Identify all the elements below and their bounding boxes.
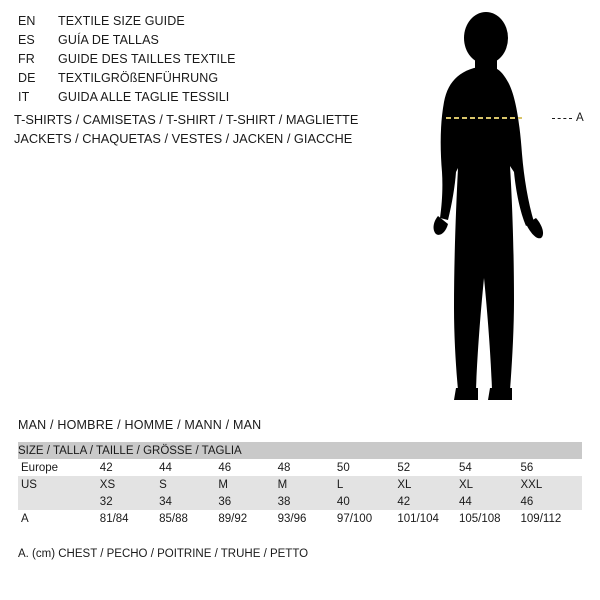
language-code: EN — [18, 14, 36, 28]
table-cell: 34 — [159, 493, 218, 510]
size-table — [18, 442, 582, 527]
table-cell: L — [337, 476, 397, 493]
table-cell: 89/92 — [218, 510, 277, 527]
language-code: ES — [18, 33, 35, 47]
language-row — [18, 52, 378, 71]
table-cell: 81/84 — [100, 510, 159, 527]
table-header-row — [18, 442, 582, 459]
category-list — [14, 110, 414, 148]
language-code: IT — [18, 90, 30, 104]
table-cell: XL — [397, 476, 459, 493]
table-cell: 44 — [159, 459, 218, 476]
language-row — [18, 33, 378, 52]
table-cell: 109/112 — [521, 510, 582, 527]
language-row — [18, 71, 378, 90]
language-code: FR — [18, 52, 35, 66]
table-cell: 42 — [397, 493, 459, 510]
table-cell: 105/108 — [459, 510, 521, 527]
measure-leader-line — [552, 118, 572, 119]
category-tshirts: T-SHIRTS / CAMISETAS / T-SHIRT / T-SHIRT / MAGLIETTE — [14, 112, 359, 127]
table-cell: 46 — [218, 459, 277, 476]
table-cell: 52 — [397, 459, 459, 476]
silhouette-icon — [400, 8, 600, 408]
table-row — [18, 510, 582, 527]
measure-label-a: A — [576, 112, 584, 124]
language-title: TEXTILE SIZE GUIDE — [58, 14, 185, 28]
table-row — [18, 459, 582, 476]
table-cell: S — [159, 476, 218, 493]
table-cell: 93/96 — [278, 510, 337, 527]
table-cell: 56 — [521, 459, 582, 476]
male-silhouette-figure — [400, 8, 600, 408]
row-label — [18, 493, 100, 510]
table-row — [18, 476, 582, 493]
table-header-label: SIZE / TALLA / TAILLE / GRÖSSE / TAGLIA — [18, 442, 582, 459]
row-label: A — [18, 510, 100, 527]
row-label: US — [18, 476, 100, 493]
table-cell: 54 — [459, 459, 521, 476]
footnote-chest-measurement: A. (cm) CHEST / PECHO / POITRINE / TRUHE / PETTO — [18, 548, 309, 560]
table-cell: 50 — [337, 459, 397, 476]
table-cell: 101/104 — [397, 510, 459, 527]
language-title: GUIDA ALLE TAGLIE TESSILI — [58, 90, 230, 104]
table-row — [18, 493, 582, 510]
table-cell: 46 — [521, 493, 582, 510]
table-cell: XXL — [521, 476, 582, 493]
table-cell: 36 — [218, 493, 277, 510]
table-cell: 38 — [278, 493, 337, 510]
table-cell: 48 — [278, 459, 337, 476]
table-cell: 85/88 — [159, 510, 218, 527]
language-list — [18, 14, 378, 109]
table-cell: M — [278, 476, 337, 493]
language-row — [18, 90, 378, 109]
table-cell: 32 — [100, 493, 159, 510]
table-cell: 97/100 — [337, 510, 397, 527]
language-title: GUÍA DE TALLAS — [58, 33, 159, 47]
table-cell: XS — [100, 476, 159, 493]
language-title: GUIDE DES TAILLES TEXTILE — [58, 52, 236, 66]
table-cell: XL — [459, 476, 521, 493]
table-cell: M — [218, 476, 277, 493]
row-label: Europe — [18, 459, 100, 476]
section-heading-man: MAN / HOMBRE / HOMME / MANN / MAN — [18, 418, 262, 432]
language-code: DE — [18, 71, 36, 85]
category-jackets: JACKETS / CHAQUETAS / VESTES / JACKEN / GIACCHE — [14, 131, 353, 146]
language-row — [18, 14, 378, 33]
table-cell: 42 — [100, 459, 159, 476]
language-title: TEXTILGRÖßENFÜHRUNG — [58, 71, 219, 85]
table-cell: 40 — [337, 493, 397, 510]
table-cell: 44 — [459, 493, 521, 510]
